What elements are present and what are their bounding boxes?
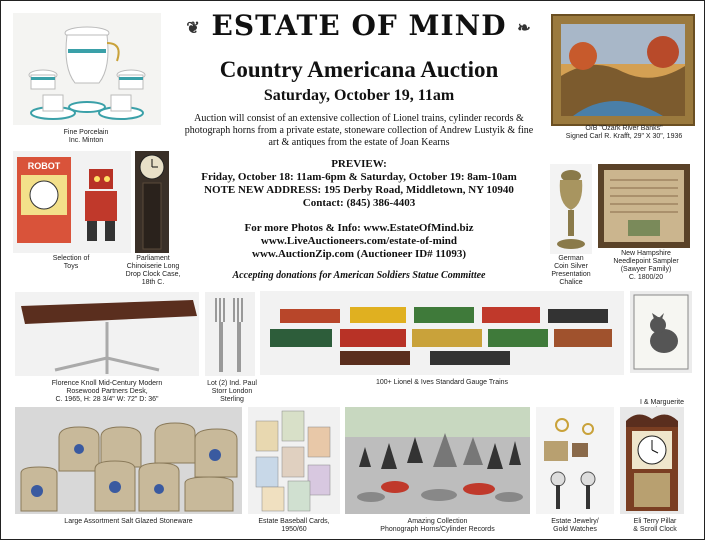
caption-horns: Amazing Collection Phonograph Horns/Cylinder Records xyxy=(380,518,495,533)
caption-etchings: I & Marguerite xyxy=(640,399,684,406)
sampler-photo xyxy=(598,164,690,248)
trains-photo xyxy=(260,291,624,375)
flourish-left-icon: ❦ xyxy=(186,18,201,37)
clock-photo xyxy=(135,151,169,253)
stoneware-photo xyxy=(15,407,242,514)
forks-photo xyxy=(205,292,255,376)
horns-photo xyxy=(345,407,530,514)
caption-toys: Selection of Toys xyxy=(52,255,90,270)
chalice-photo xyxy=(550,164,592,254)
caption-chalice: German Coin Silver Presentation Chalice xyxy=(551,255,591,286)
donations-note: Accepting donations for American Soldiers Statue Committee xyxy=(232,270,486,281)
caption-sampler: New Hampshire Needlepoint Sampler (Sawyer Family) C. 1800/20 xyxy=(613,250,679,281)
pillar-clock-photo xyxy=(620,407,684,514)
jewelry-photo xyxy=(536,407,614,514)
caption-painting: O/B "Ozark River Banks" Signed Carl R. Krafft, 29" X 30", 1936 xyxy=(565,125,683,140)
porcelain-photo xyxy=(13,13,161,125)
desk-photo xyxy=(15,292,199,376)
auction-intro: Auction will consist of an extensive collection of Lionel trains, cylinder records & photograph horns from a private estate, stoneware collection of Andrew Lustyik & fine art & antiques from the estate of Joan Kearns xyxy=(184,113,534,148)
auction-title: Country Americana Auction xyxy=(219,57,499,82)
caption-stoneware: Large Assortment Salt Glazed Stoneware xyxy=(64,518,193,525)
etchings-photo xyxy=(630,291,692,373)
preview-address: NOTE NEW ADDRESS: 195 Derby Road, Middletown, NY 10940 xyxy=(204,184,514,196)
caption-desk: Florence Knoll Mid-Century Modern Rosewood Partners Desk, C. 1965, H: 28 3/4" W: 72" D: 36" xyxy=(51,380,163,403)
more-info-line-1[interactable]: For more Photos & Info: www.EstateOfMind.biz xyxy=(244,222,474,234)
caption-porcelain: Fine Porcelain Inc. Minton xyxy=(63,129,109,144)
caption-trains: 100+ Lionel & Ives Standard Gauge Trains xyxy=(375,379,509,386)
auction-date: Saturday, October 19, 11am xyxy=(263,87,455,104)
logo xyxy=(184,9,534,42)
caption-baseball: Estate Baseball Cards, 1950/60 xyxy=(258,518,330,533)
preview-times: Friday, October 18: 11am-6pm & Saturday, October 19: 8am-10am xyxy=(201,171,517,183)
toys-photo xyxy=(13,151,131,253)
caption-clock: Parliament Chinoiserie Long Drop Clock Case, 18th C. xyxy=(125,255,181,286)
toy-box-label: ROBOT xyxy=(27,161,61,171)
preview-heading: PREVIEW: xyxy=(331,158,387,170)
logo-text: ESTATE OF MIND xyxy=(211,9,507,42)
caption-jewelry: Estate Jewelry/ Gold Watches xyxy=(551,518,599,533)
caption-pillar-clock: Eli Terry Pillar & Scroll Clock xyxy=(633,518,677,533)
flourish-right-icon: ❧ xyxy=(517,18,532,37)
caption-forks: Lot (2) Ind. Paul Storr London Sterling xyxy=(207,380,257,403)
more-info-line-3[interactable]: www.AuctionZip.com (Auctioneer ID# 11093) xyxy=(252,248,466,260)
more-info-line-2[interactable]: www.LiveAuctioneers.com/estate-of-mind xyxy=(260,235,458,247)
baseball-photo xyxy=(248,407,340,514)
preview-contact: Contact: (845) 386-4403 xyxy=(302,197,416,209)
preview-block xyxy=(184,158,534,210)
more-info-block xyxy=(184,222,534,261)
painting-photo xyxy=(551,14,695,126)
